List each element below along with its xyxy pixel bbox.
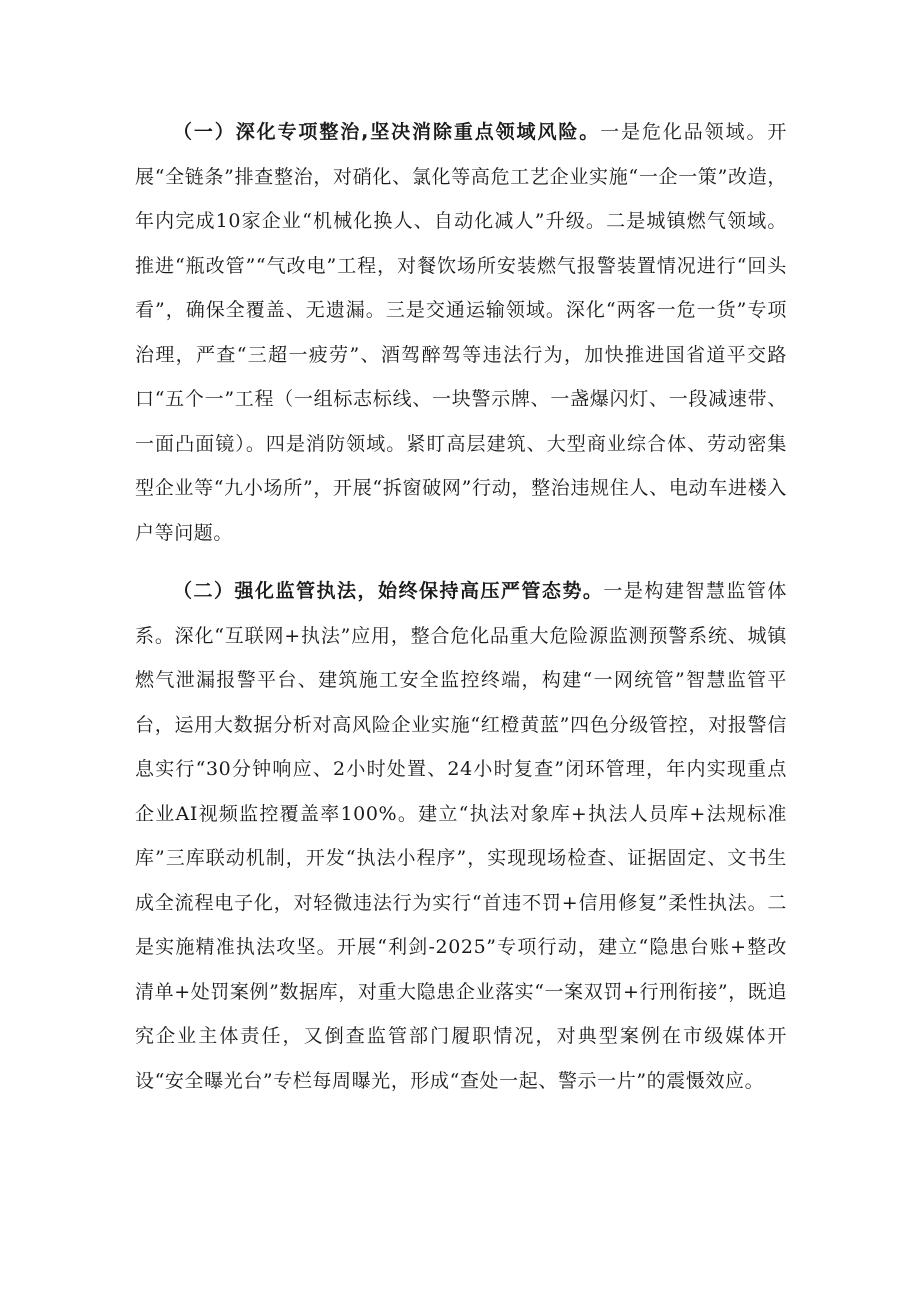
paragraph-2-body: 一是构建智慧监管体系。深化“互联网+执法”应用，整合危化品重大危险源监测预警系统、城镇燃气泄漏报警平台、建筑施工安全监控终端，构建“一网统管”智慧监管平台，运用大数据分析对高风险企业实施“红橙黄蓝”四色分级管控，对报警信息实行“30分钟响应、2小时处置、24小时复查”闭环管理，年内实现重点企业AI视频监控覆盖率100%。建立“执法对象库+执法人员库+法规标准库”三库联动机制，开发“执法小程序”，实现现场检查、证据固定、文书生成全流程电子化，对轻微违法行为实行“首违不罚+信用修复”柔性执法。二是实施精准执法攻坚。开展“利剑-2025”专项行动，建立“隐患台账+整改清单+处罚案例”数据库，对重大隐患企业落实“一案双罚+行刑衔接”，既追究企业主体责任，又倒查监管部门履职情况，对典型案例在市级媒体开设“安全曝光台”专栏每周曝光，形成“查处一起、警示一片”的震慑效应。 xyxy=(135,580,787,1092)
paragraph-1-heading: （一）深化专项整治,坚决消除重点领域风险。 xyxy=(173,121,601,143)
paragraph-2 xyxy=(135,569,787,1103)
document-page xyxy=(135,110,787,1103)
paragraph-1 xyxy=(135,110,787,555)
paragraph-1-body: 一是危化品领域。开展“全链条”排查整治，对硝化、氯化等高危工艺企业实施“一企一策”改造，年内完成10家企业“机械化换人、自动化减人”升级。二是城镇燃气领域。推进“瓶改管”“气改电”工程，对餐饮场所安装燃气报警装置情况进行“回头看”，确保全覆盖、无遗漏。三是交通运输领域。深化“两客一危一货”专项治理，严查“三超一疲劳”、酒驾醉驾等违法行为，加快推进国省道平交路口“五个一”工程（一组标志标线、一块警示牌、一盏爆闪灯、一段减速带、一面凸面镜）。四是消防领域。紧盯高层建筑、大型商业综合体、劳动密集型企业等“九小场所”，开展“拆窗破网”行动，整治违规住人、电动车进楼入户等问题。 xyxy=(135,121,787,544)
paragraph-2-heading: （二）强化监管执法，始终保持高压严管态势。 xyxy=(173,580,604,602)
